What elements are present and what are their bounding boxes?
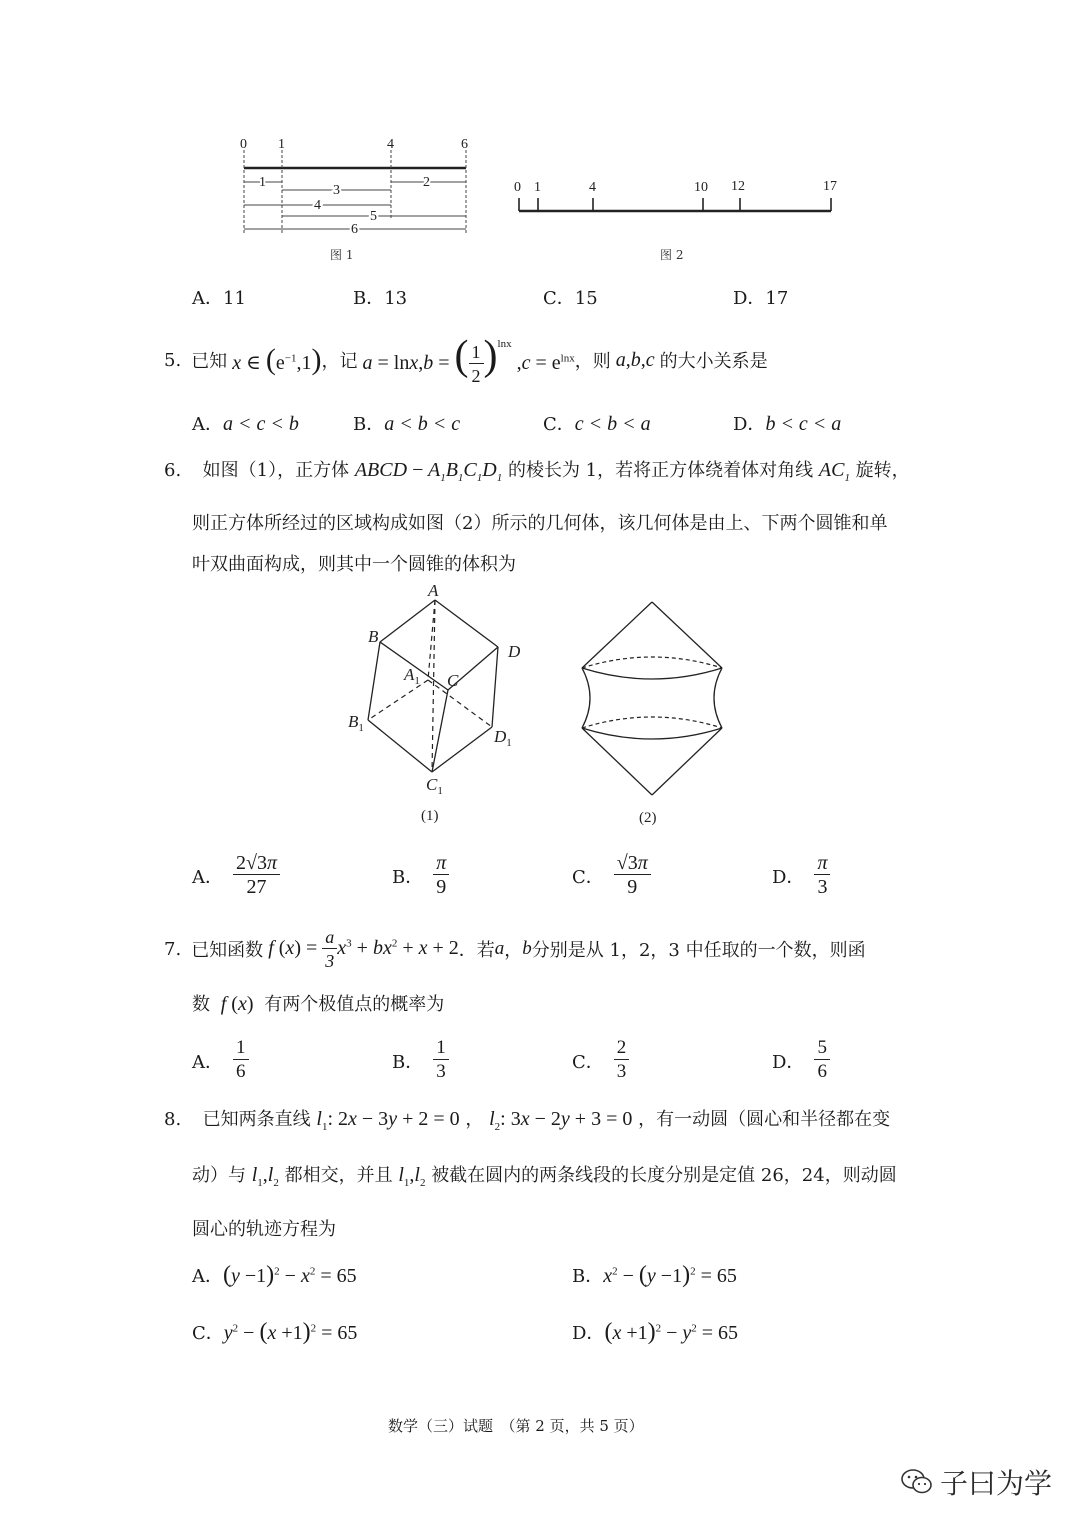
figure-2-number-line (505, 170, 850, 270)
q6-option-a: A． $\frac{2√3\pi}{27}$ (192, 852, 280, 899)
q5-option-b: B．a < b < c (353, 413, 461, 435)
cube-label-c: C (447, 671, 459, 690)
question-8-line-2: 动）与 $l_1,l_2$ 都相交，并且 $l_1,l_2$ 被截在圆内的两条线段的长度分别是定值 26，24，则动圆 (192, 1164, 897, 1189)
q6-number: 6. (164, 460, 182, 481)
watermark (900, 1462, 1052, 1502)
question-7-line-1: 7. 已知函数 f (x) = $\frac{a}{3}$ $x^3 + bx^2 + x + 2$ ．若 a ， b 分别是从 1，2，3 中任取的一个数，则函 (164, 926, 866, 971)
fig1-tick-4: 4 (387, 137, 394, 152)
q6-text: 旋转， (855, 460, 910, 481)
q7-function: f (x) = $\frac{a}{3}$ $x^3 + bx^2 + x + 2$ (263, 926, 459, 971)
fig2-tick-1: 1 (534, 180, 541, 195)
q8-option-c: C．$y^2 - (x +1)^2 = 65$ (192, 1319, 358, 1345)
q5-text: 的大小关系是 (659, 351, 768, 372)
q5-formula-abc: a = lnx,b = ( $\frac{1}{2}$ )$^{lnx}$ $,c = e^{lnx}$ (357, 333, 575, 386)
q7-option-a: A． $\frac{1}{6}$ (192, 1037, 249, 1084)
fig1-tick-6: 6 (461, 137, 468, 152)
q8-line-l1: $l_1$: 2x − 3y + 2 = 0 (316, 1108, 460, 1133)
solid-of-revolution-figure (570, 590, 740, 830)
fig1-segment-label: 4 (314, 198, 321, 213)
figure-1-segment-diagram (230, 130, 480, 270)
fig1-segment-label: 6 (351, 222, 358, 237)
fig2-tick-17: 17 (823, 179, 837, 194)
q5-text: ，则 (574, 351, 611, 372)
wechat-icon (900, 1467, 934, 1497)
page-footer: 数学（三）试题 （第 2 页，共 5 页） (388, 1417, 644, 1435)
q6-option-b: B． $\frac{\pi}{9}$ (392, 852, 449, 899)
q7-option-c: C． $\frac{2}{3}$ (572, 1037, 629, 1084)
fig1-segment-label: 3 (333, 183, 340, 198)
fig1-tick-0: 0 (240, 137, 247, 152)
q5-option-a: A．a < c < b (192, 413, 299, 435)
cube-label-c1: $C_1$ (426, 775, 443, 797)
q8-option-a: A．$(y -1)^2 - x^2 = 65$ (192, 1262, 357, 1288)
question-7-line-2: 数 f (x) 有两个极值点的概率为 (192, 993, 445, 1015)
q6-text: 的棱长为 1，若将正方体绕着体对角线 (507, 460, 814, 481)
q5-formula-vars: a,b,c (610, 348, 660, 371)
cube-label-d: D (508, 642, 521, 661)
cube-caption: (1) (421, 808, 439, 824)
question-8-line-1: 8. 已知两条直线 $l_1$: 2x − 3y + 2 = 0 ， $l_2$: 3x − 2y + 3 = 0 ，有一动圆（圆心和半径都在变 (164, 1108, 891, 1133)
solid-caption: (2) (639, 810, 657, 826)
q7-text: 分别是从 1，2，3 中任取的一个数，则函 (531, 940, 866, 961)
question-6-line-3: 叶双曲面构成，则其中一个圆锥的体积为 (192, 554, 516, 575)
q6-cube-name: ABCD − $A_1B_1C_1D_1$ (354, 459, 503, 484)
q7-text: 已知函数 (191, 940, 264, 961)
q6-option-c: C． $\frac{√3\pi}{9}$ (572, 852, 651, 899)
cube-figure (340, 582, 540, 827)
fig2-tick-0: 0 (514, 180, 521, 195)
q7-ab: a (494, 938, 505, 959)
q6-option-d: D． $\frac{\pi}{3}$ (772, 852, 830, 899)
question-8-line-3: 圆心的轨迹方程为 (192, 1219, 336, 1240)
fig1-segment-label: 5 (370, 209, 377, 224)
q5-option-c: C．c < b < a (543, 413, 651, 435)
fig2-tick-10: 10 (694, 180, 708, 195)
q4-option-b: B．13 (353, 288, 408, 309)
q7-text: ．若 (458, 940, 495, 961)
q4-option-c: C．15 (543, 288, 598, 309)
watermark-text: 子曰为学 (940, 1467, 1053, 1500)
q6-diagonal: $AC_1$ (818, 459, 850, 484)
q8-option-b: B．$x^2 - (y -1)^2 = 65$ (572, 1262, 737, 1288)
fig1-segment-label: 2 (423, 175, 430, 190)
fig1-segment-label: 1 (259, 175, 266, 190)
question-6-line-1 (164, 456, 910, 484)
fig1-caption: 图 1 (330, 248, 354, 262)
q7-option-b: B． $\frac{1}{3}$ (392, 1037, 449, 1084)
cube-label-a: A (428, 582, 439, 600)
fig2-tick-12: 12 (731, 179, 745, 194)
q8-line-l2: $l_2$: 3x − 2y + 3 = 0 (489, 1108, 633, 1133)
q7-number: 7. (164, 938, 182, 960)
fig2-tick-4: 4 (589, 180, 596, 195)
cube-label-b: B (368, 627, 379, 646)
q5-option-d: D．b < c < a (733, 413, 842, 435)
q4-option-d: D．17 (733, 288, 789, 309)
question-5 (164, 330, 768, 390)
cube-label-a1: $A_1$ (404, 665, 420, 687)
q6-text: 如图（1），正方体 (202, 460, 350, 481)
q4-option-a: A．11 (192, 288, 246, 309)
question-6-line-2: 则正方体所经过的区域构成如图（2）所示的几何体，该几何体是由上、下两个圆锥和单 (192, 513, 888, 534)
cube-label-d1: $D_1$ (494, 727, 512, 749)
q8-option-d: D．$(x +1)^2 - y^2 = 65$ (572, 1319, 739, 1345)
q5-text: 已知 (191, 351, 228, 372)
fig1-tick-1: 1 (278, 137, 285, 152)
fig2-caption: 图 2 (660, 248, 684, 262)
q8-number: 8. (164, 1109, 182, 1130)
q5-number: 5. (164, 349, 182, 371)
q7-option-d: D． $\frac{5}{6}$ (772, 1037, 830, 1084)
q5-formula-x: x ∈ $(e^{-1},1)$ (227, 343, 322, 376)
q5-text: ，记 (321, 351, 358, 372)
cube-label-b1: $B_1$ (348, 712, 364, 734)
